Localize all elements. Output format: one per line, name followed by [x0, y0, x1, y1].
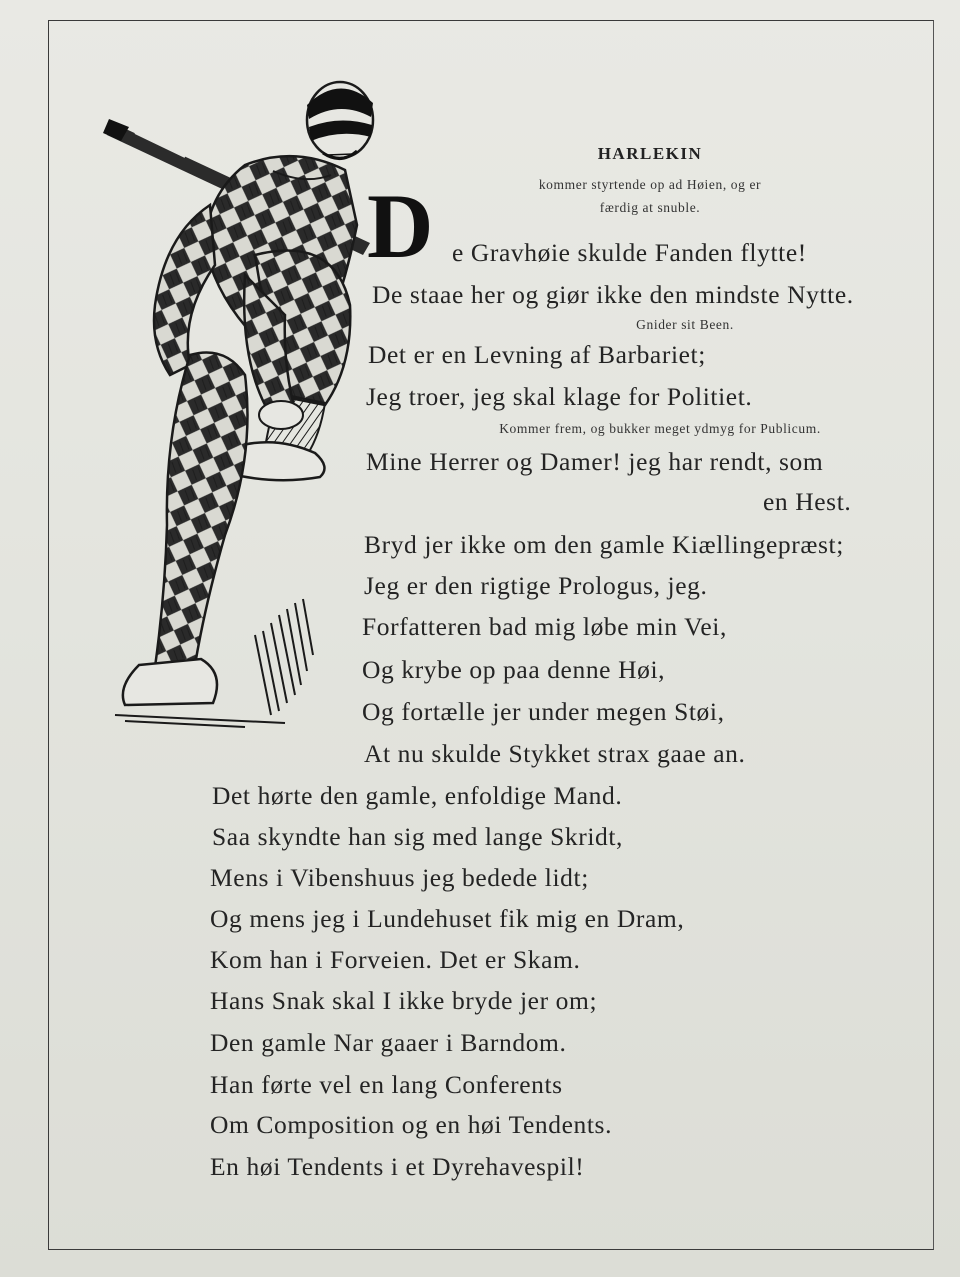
verse-line: Han førte vel en lang Conferents: [210, 1070, 563, 1099]
verse-line: Forfatteren bad mig løbe min Vei,: [362, 612, 727, 641]
verse-line: Jeg er den rigtige Prologus, jeg.: [364, 571, 708, 600]
verse-line: At nu skulde Stykket strax gaae an.: [364, 739, 746, 768]
verse-line: Det hørte den gamle, enfoldige Mand.: [212, 781, 623, 810]
harlequin-standing-foot: [123, 659, 217, 705]
verse-line: De staae her og giør ikke den mindste Nytte.: [372, 280, 854, 309]
harlequin-head: [307, 82, 373, 159]
stage-direction-line: færdig at snuble.: [599, 200, 701, 215]
stage-direction-rub-leg: Gnider sit Been.: [636, 317, 734, 332]
verse-line: Saa skyndte han sig med lange Skridt,: [212, 822, 624, 851]
verse-line: Det er en Levning af Barbariet;: [368, 340, 706, 369]
drop-cap: D: [367, 186, 434, 268]
verse-line: e Gravhøie skulde Fanden flytte!: [452, 238, 807, 267]
verse-line: Og krybe op paa denne Høi,: [362, 655, 666, 684]
verse-line: Hans Snak skal I ikke bryde jer om;: [210, 986, 598, 1015]
harlequin-standing-leg: [155, 353, 248, 668]
verse-line: en Hest.: [763, 487, 852, 516]
verse-line: Den gamle Nar gaaer i Barndom.: [210, 1028, 567, 1057]
ground-shadow: [115, 599, 313, 727]
harlequin-hand: [259, 401, 303, 429]
harlequin-arm-back: [154, 205, 215, 375]
verse-line: En høi Tendents i et Dyrehavespil!: [210, 1152, 585, 1181]
verse-line: Mine Herrer og Damer! jeg har rendt, som: [366, 447, 824, 476]
harlequin-illustration: [95, 75, 385, 740]
verse-line: Mens i Vibenshuus jeg bedede lidt;: [210, 863, 589, 892]
verse-line: Og mens jeg i Lundehuset fik mig en Dram,: [210, 904, 685, 933]
verse-line: Om Composition og en høi Tendents.: [210, 1110, 613, 1139]
stage-direction-bow: Kommer frem, og bukker meget ydmyg for Publicum.: [499, 421, 821, 436]
stage-direction-entrance: [490, 173, 810, 219]
verse-line: Og fortælle jer under megen Støi,: [362, 697, 725, 726]
verse-line: Bryd jer ikke om den gamle Kiællingepræst;: [364, 530, 844, 559]
character-heading: HARLEKIN: [597, 144, 703, 163]
verse-line: Jeg troer, jeg skal klage for Politiet.: [366, 382, 753, 411]
stage-direction-line: kommer styrtende op ad Høien, og er: [538, 177, 762, 192]
verse-line: Kom han i Forveien. Det er Skam.: [210, 945, 581, 974]
